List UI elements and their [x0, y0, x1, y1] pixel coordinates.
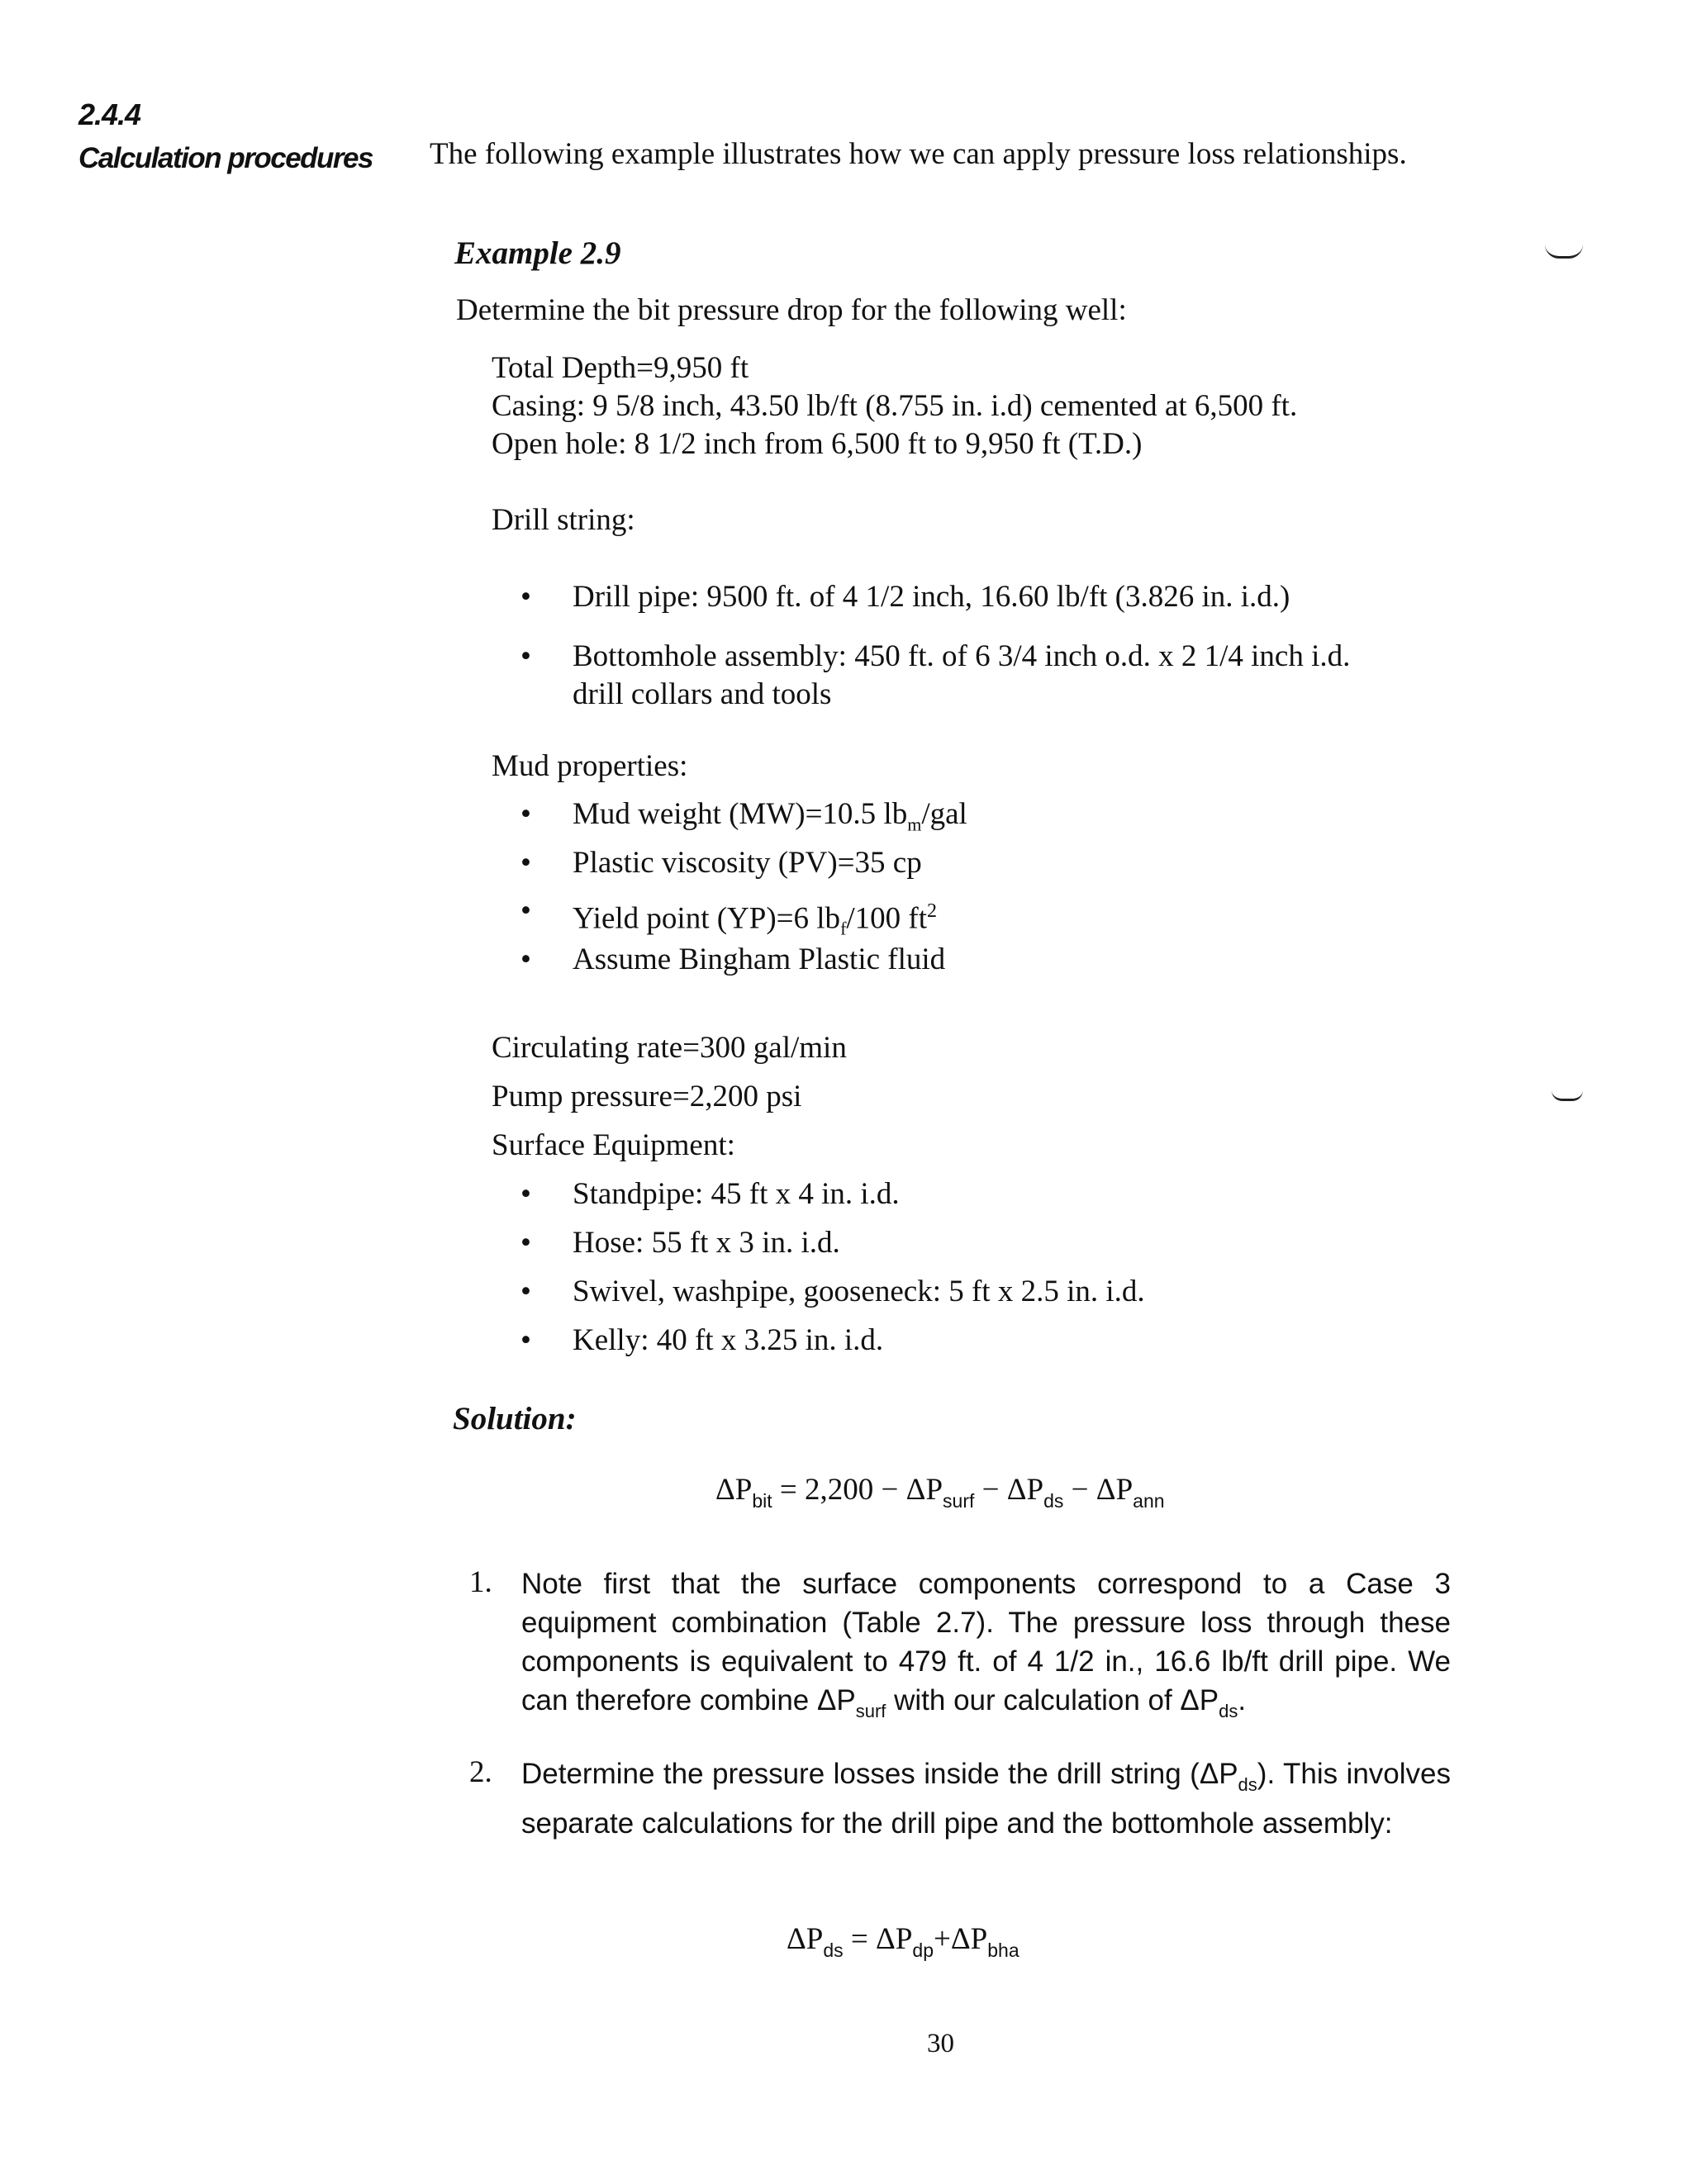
solution-title: Solution: [453, 1401, 577, 1436]
bha-item: Bottomhole assembly: 450 ft. of 6 3/4 inch o.d. x 2 1/4 inch i.d. [573, 639, 1351, 673]
yield-point-item: Yield point (YP)=6 $lb_f/100$ $ft^2$ [573, 900, 938, 939]
example-title: Example 2.9 [454, 235, 621, 271]
bingham-fluid-item: Assume Bingham Plastic fluid [573, 942, 946, 976]
equation-drill-string: $\Delta P_{ds} = \Delta P_{dp}+\Delta P_{bha}$ [787, 1922, 1019, 1961]
section-number: 2.4.4 [78, 97, 141, 131]
step-number: 2. [469, 1755, 492, 1789]
circulating-rate: Circulating rate=300 gal/min [492, 1031, 847, 1065]
bha-item-continued: drill collars and tools [573, 677, 832, 711]
intro-paragraph: The following example illustrates how we can apply pressure loss relationships. [430, 137, 1407, 171]
drill-string-label: Drill string: [492, 503, 635, 537]
bullet-icon: • [520, 942, 531, 976]
drill-pipe-item: Drill pipe: 9500 ft. of 4 1/2 inch, 16.60 lb/ft (3.826 in. i.d.) [573, 580, 1290, 614]
mud-properties-label: Mud properties: [492, 749, 688, 783]
hose-item: Hose: 55 ft x 3 in. i.d. [573, 1226, 840, 1260]
plastic-viscosity-item: Plastic viscosity (PV)=35 cp [573, 846, 922, 880]
standpipe-item: Standpipe: 45 ft x 4 in. i.d. [573, 1177, 900, 1211]
bullet-icon: • [520, 580, 531, 614]
kelly-item: Kelly: 40 ft x 3.25 in. i.d. [573, 1323, 884, 1357]
equation-bit-pressure: $\Delta P_{bit} = 2,200 - \Delta P_{surf} - \Delta P_{ds} - \Delta P_{ann}$ [715, 1473, 1165, 1512]
page-number: 30 [927, 2029, 954, 2058]
surface-equipment-label: Surface Equipment: [492, 1128, 735, 1162]
margin-mark [1552, 1090, 1583, 1101]
bullet-icon: • [520, 1275, 531, 1308]
bullet-icon: • [520, 797, 531, 831]
swivel-item: Swivel, washpipe, gooseneck: 5 ft x 2.5 in. i.d. [573, 1275, 1145, 1308]
well-casing: Casing: 9 5/8 inch, 43.50 lb/ft (8.755 in. i.d) cemented at 6,500 ft. [492, 389, 1298, 423]
bullet-icon: • [520, 1323, 531, 1357]
bullet-icon: • [520, 894, 531, 928]
step-number: 1. [469, 1565, 492, 1599]
section-title: Calculation procedures [78, 142, 373, 174]
step-2-text: Determine the pressure losses inside the drill string $(\Delta P_{ds})$. This involves separate calculations for the drill pipe and the bottomhole assembly: [521, 1758, 1451, 1840]
example-prompt: Determine the bit pressure drop for the following well: [456, 293, 1127, 327]
well-open-hole: Open hole: 8 1/2 inch from 6,500 ft to 9,950 ft (T.D.) [492, 427, 1143, 461]
bullet-icon: • [520, 639, 531, 673]
well-total-depth: Total Depth=9,950 ft [492, 351, 749, 385]
step-1-text: Note first that the surface components correspond to a Case 3 equipment combination (Table 2.7). The pressure loss through these components is equivalent to 479 ft. of 4 1/2 in., 16.6 lb/ft drill pipe. We can therefore combine $\Delta P_{surf}$ with our calculation of $\Delta P_{ds}$. [521, 1568, 1451, 1721]
bullet-icon: • [520, 1226, 531, 1260]
bullet-icon: • [520, 1177, 531, 1211]
margin-mark [1545, 245, 1583, 259]
pump-pressure: Pump pressure=2,200 psi [492, 1080, 802, 1113]
bullet-icon: • [520, 846, 531, 880]
mud-weight-item: Mud weight (MW)=10.5 $lb_m$/gal [573, 797, 967, 835]
